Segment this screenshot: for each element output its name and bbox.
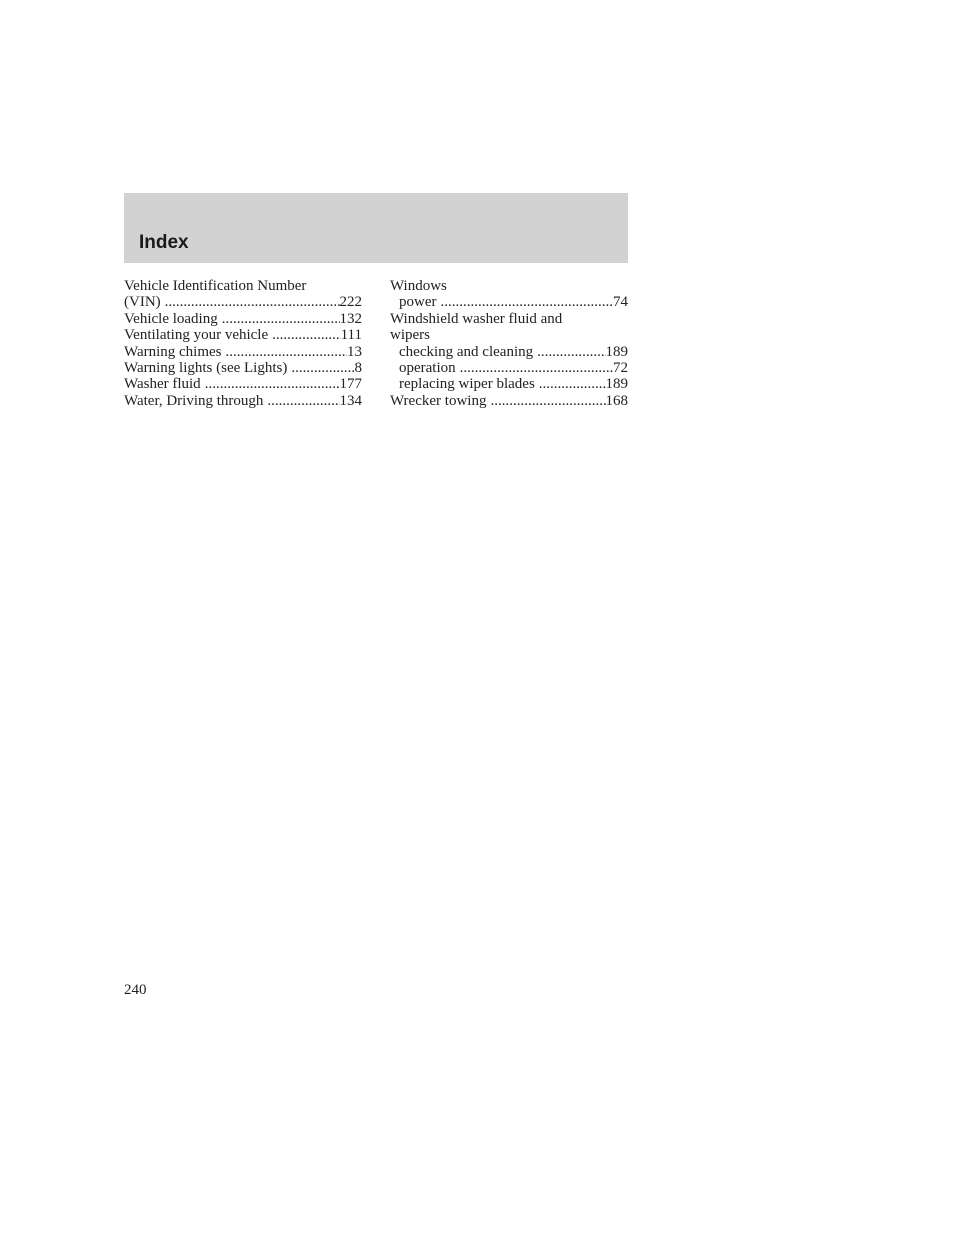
index-subentry [390,376,628,392]
index-entry [124,327,362,343]
dot-leader [165,294,340,310]
index-entry-label: Wrecker towing [390,392,487,409]
index-entry-page: 132 [339,310,362,327]
index-entry-page: 13 [347,343,362,360]
index-entry-label: Warning lights (see Lights) [124,360,288,377]
dot-leader [490,393,605,409]
dot-leader [441,294,614,310]
index-entry-label: Windshield washer fluid and [390,310,563,327]
index-entry [124,294,362,310]
index-entry-label: power [399,294,437,311]
dot-leader [226,344,347,360]
index-entry-label: Vehicle Identification Number [124,278,307,294]
dot-leader [222,311,340,327]
index-entry-label: operation [399,360,456,377]
index-entry [390,311,628,327]
index-entry [124,376,362,392]
index-entry [390,327,628,343]
section-title: Index [139,232,189,253]
index-entry-label: checking and cleaning [399,343,534,360]
dot-leader [267,393,339,409]
index-entry-label: Water, Driving through [124,392,264,409]
page-number: 240 [124,982,147,998]
index-entry-page: 177 [339,376,362,393]
index-column-right [390,278,628,409]
dot-leader [272,327,340,343]
index-entry-page: 8 [354,360,362,377]
index-entry-page: 74 [613,294,628,311]
index-subentry [390,294,628,310]
index-entry-page: 168 [605,392,628,409]
index-entry-label: Washer fluid [124,376,201,393]
index-entry [390,393,628,409]
index-entry-label: replacing wiper blades [399,376,535,393]
index-entry-page: 111 [340,327,362,344]
index-entry-label: Vehicle loading [124,310,218,327]
index-entry-label: Warning chimes [124,343,222,360]
index-entry-page: 189 [605,343,628,360]
index-subentry [390,360,628,376]
index-entry-page: 222 [339,294,362,311]
section-header-band [124,193,628,263]
dot-leader [460,360,613,376]
index-subentry [390,344,628,360]
index-column-left [124,278,362,409]
index-entry [124,311,362,327]
dot-leader [205,376,340,392]
index-entry [124,360,362,376]
dot-leader [537,344,605,360]
index-entry-label: Ventilating your vehicle [124,327,269,344]
index-entry-label: wipers [390,327,430,344]
index-entry [124,278,362,294]
index-entry-page: 72 [613,360,628,377]
index-entry-label: Windows [390,278,447,294]
index-entry-page: 189 [605,376,628,393]
dot-leader [291,360,354,376]
dot-leader [539,376,606,392]
index-entry [124,393,362,409]
index-entry [124,344,362,360]
index-entry-page: 134 [339,392,362,409]
index-entry-label: (VIN) [124,294,161,311]
index-entry [390,278,628,294]
